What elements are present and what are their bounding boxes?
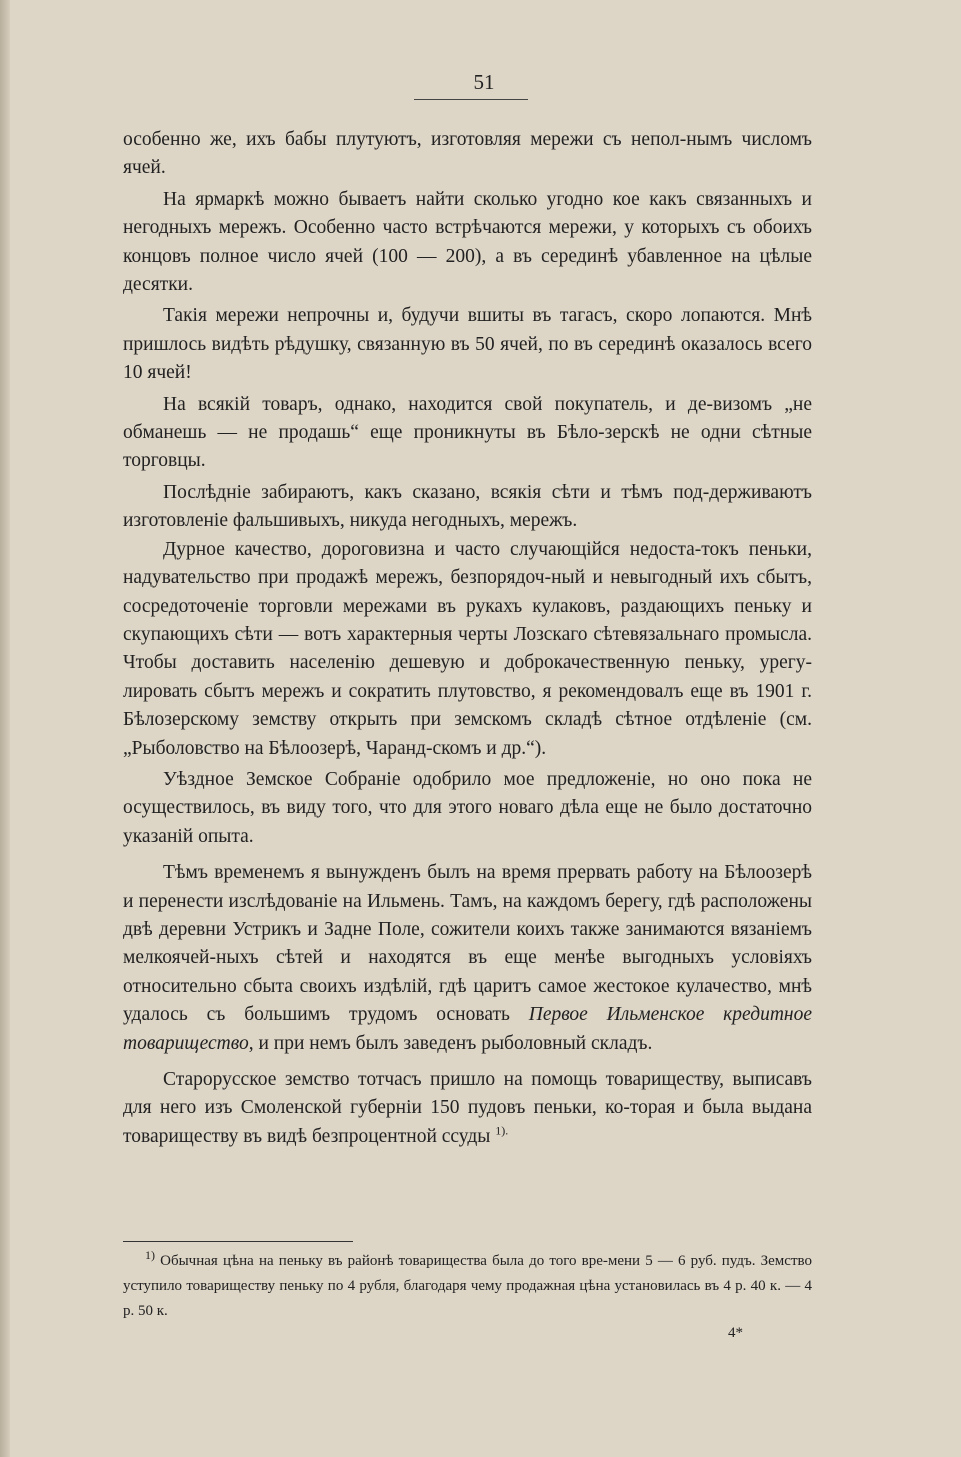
footnote-marker: 1) [145,1248,155,1262]
paragraph-9 [123,1066,812,1151]
paragraph-8-text-before: Тѣмъ временемъ я вынужденъ былъ на время прервать работу на Бѣлоозерѣ и перенести изслѣдованіе на Ильмень. Тамъ, на каждомъ берегу, гдѣ расположены двѣ деревни Устрикъ и Задне Поле, сожители коихъ также занимаются вязаніемъ мелкоячей-ныхъ сѣтей и находятся въ еще менѣе выгодныхъ условіяхъ относительно сбыта своихъ издѣлій, гдѣ царитъ самое жестокое кулачество, мнѣ удалось съ большимъ трудомъ основать [123,862,812,1026]
footnote-reference: 1). [495,1123,509,1138]
main-text [123,126,812,1151]
paragraph-8 [123,859,812,1058]
paragraph-2: На ярмаркѣ можно бываетъ найти сколько угодно кое какъ связанныхъ и негодныхъ мережъ. Особенно часто встрѣчаются мережи, у которыхъ съ обоихъ концовъ полное число ячей (100 — 200), а въ серединѣ убавленное на цѣлые десятки. [123,188,812,296]
footnote-text: Обычная цѣна на пеньку въ районѣ товарищества была до того вре-мени 5 — 6 руб. пудъ. Земство уступило товариществу пеньку по 4 рубля, благодаря чему продажная цѣна установилась въ 4 р. 40 к. — 4 р. 50 к. [123,1253,812,1319]
paragraph-9-text: Старорусское земство тотчасъ пришло на помощь товариществу, выписавъ для него изъ Смоленской губерніи 150 пудовъ пеньки, ко-торая и была выдана товариществу въ видѣ безпроцентной ссуды [123,1069,812,1147]
paragraph-4: На всякій товаръ, однако, находится свой покупатель, и де-визомъ „не обманешь — не продашь“ еще проникнуты въ Бѣло-зерскѣ не одни сѣтные торговцы. [123,393,812,472]
book-spine-edge [0,0,10,1457]
paragraph-5: Послѣдніе забираютъ, какъ сказано, всякія сѣти и тѣмъ под-держиваютъ изготовленіе фальшивыхъ, никуда негодныхъ, мережъ. [123,481,812,532]
footnote-rule [123,1241,353,1242]
paragraph-3: Такія мережи непрочны и, будучи вшиты въ тагасъ, скоро лопаются. Мнѣ пришлось видѣть рѣдушку, связанную въ 50 ячей, по въ серединѣ оказалось всего 10 ячей! [123,305,812,384]
footnote [123,1249,812,1324]
paragraph-1: особенно же, ихъ бабы плутуютъ, изготовляя мережи съ непол-нымъ числомъ ячей. [123,129,812,179]
header-rule [414,99,528,100]
paragraph-7: Уѣздное Земское Собраніе одобрило мое предложеніе, но оно пока не осуществилось, въ виду того, что для этого новаго дѣла еще не было достаточно указаній опыта. [123,768,812,847]
page-number: 51 [473,70,495,94]
cooperative-name-italic: Первое Ильменское кредитное товарищество [123,1004,813,1054]
signature-mark: 4* [728,1325,743,1341]
paragraph-8-text-after: , и при немъ былъ заведенъ рыболовный складъ. [248,1032,653,1054]
paragraph-6: Дурное качество, дороговизна и часто случающійся недоста-токъ пеньки, надувательство при продажѣ мережъ, безпорядоч-ный и невыгодный ихъ сбытъ, сосредоточеніе торговли мережами въ рукахъ кулаковъ, раздающихъ пеньку и скупающихъ сѣти — вотъ характерныя черты Лозскаго сѣтевязальнаго промысла. Чтобы доставить населенію дешевую и доброкачественную пеньку, урегу-лировать сбытъ мережъ и сократить плутовство, я рекомендовалъ еще въ 1901 г. Бѣлозерскому земству открыть при земскомъ складѣ сѣтное отдѣленіе (см. „Рыболовство на Бѣлоозерѣ, Чаранд-скомъ и др.“). [123,538,812,759]
